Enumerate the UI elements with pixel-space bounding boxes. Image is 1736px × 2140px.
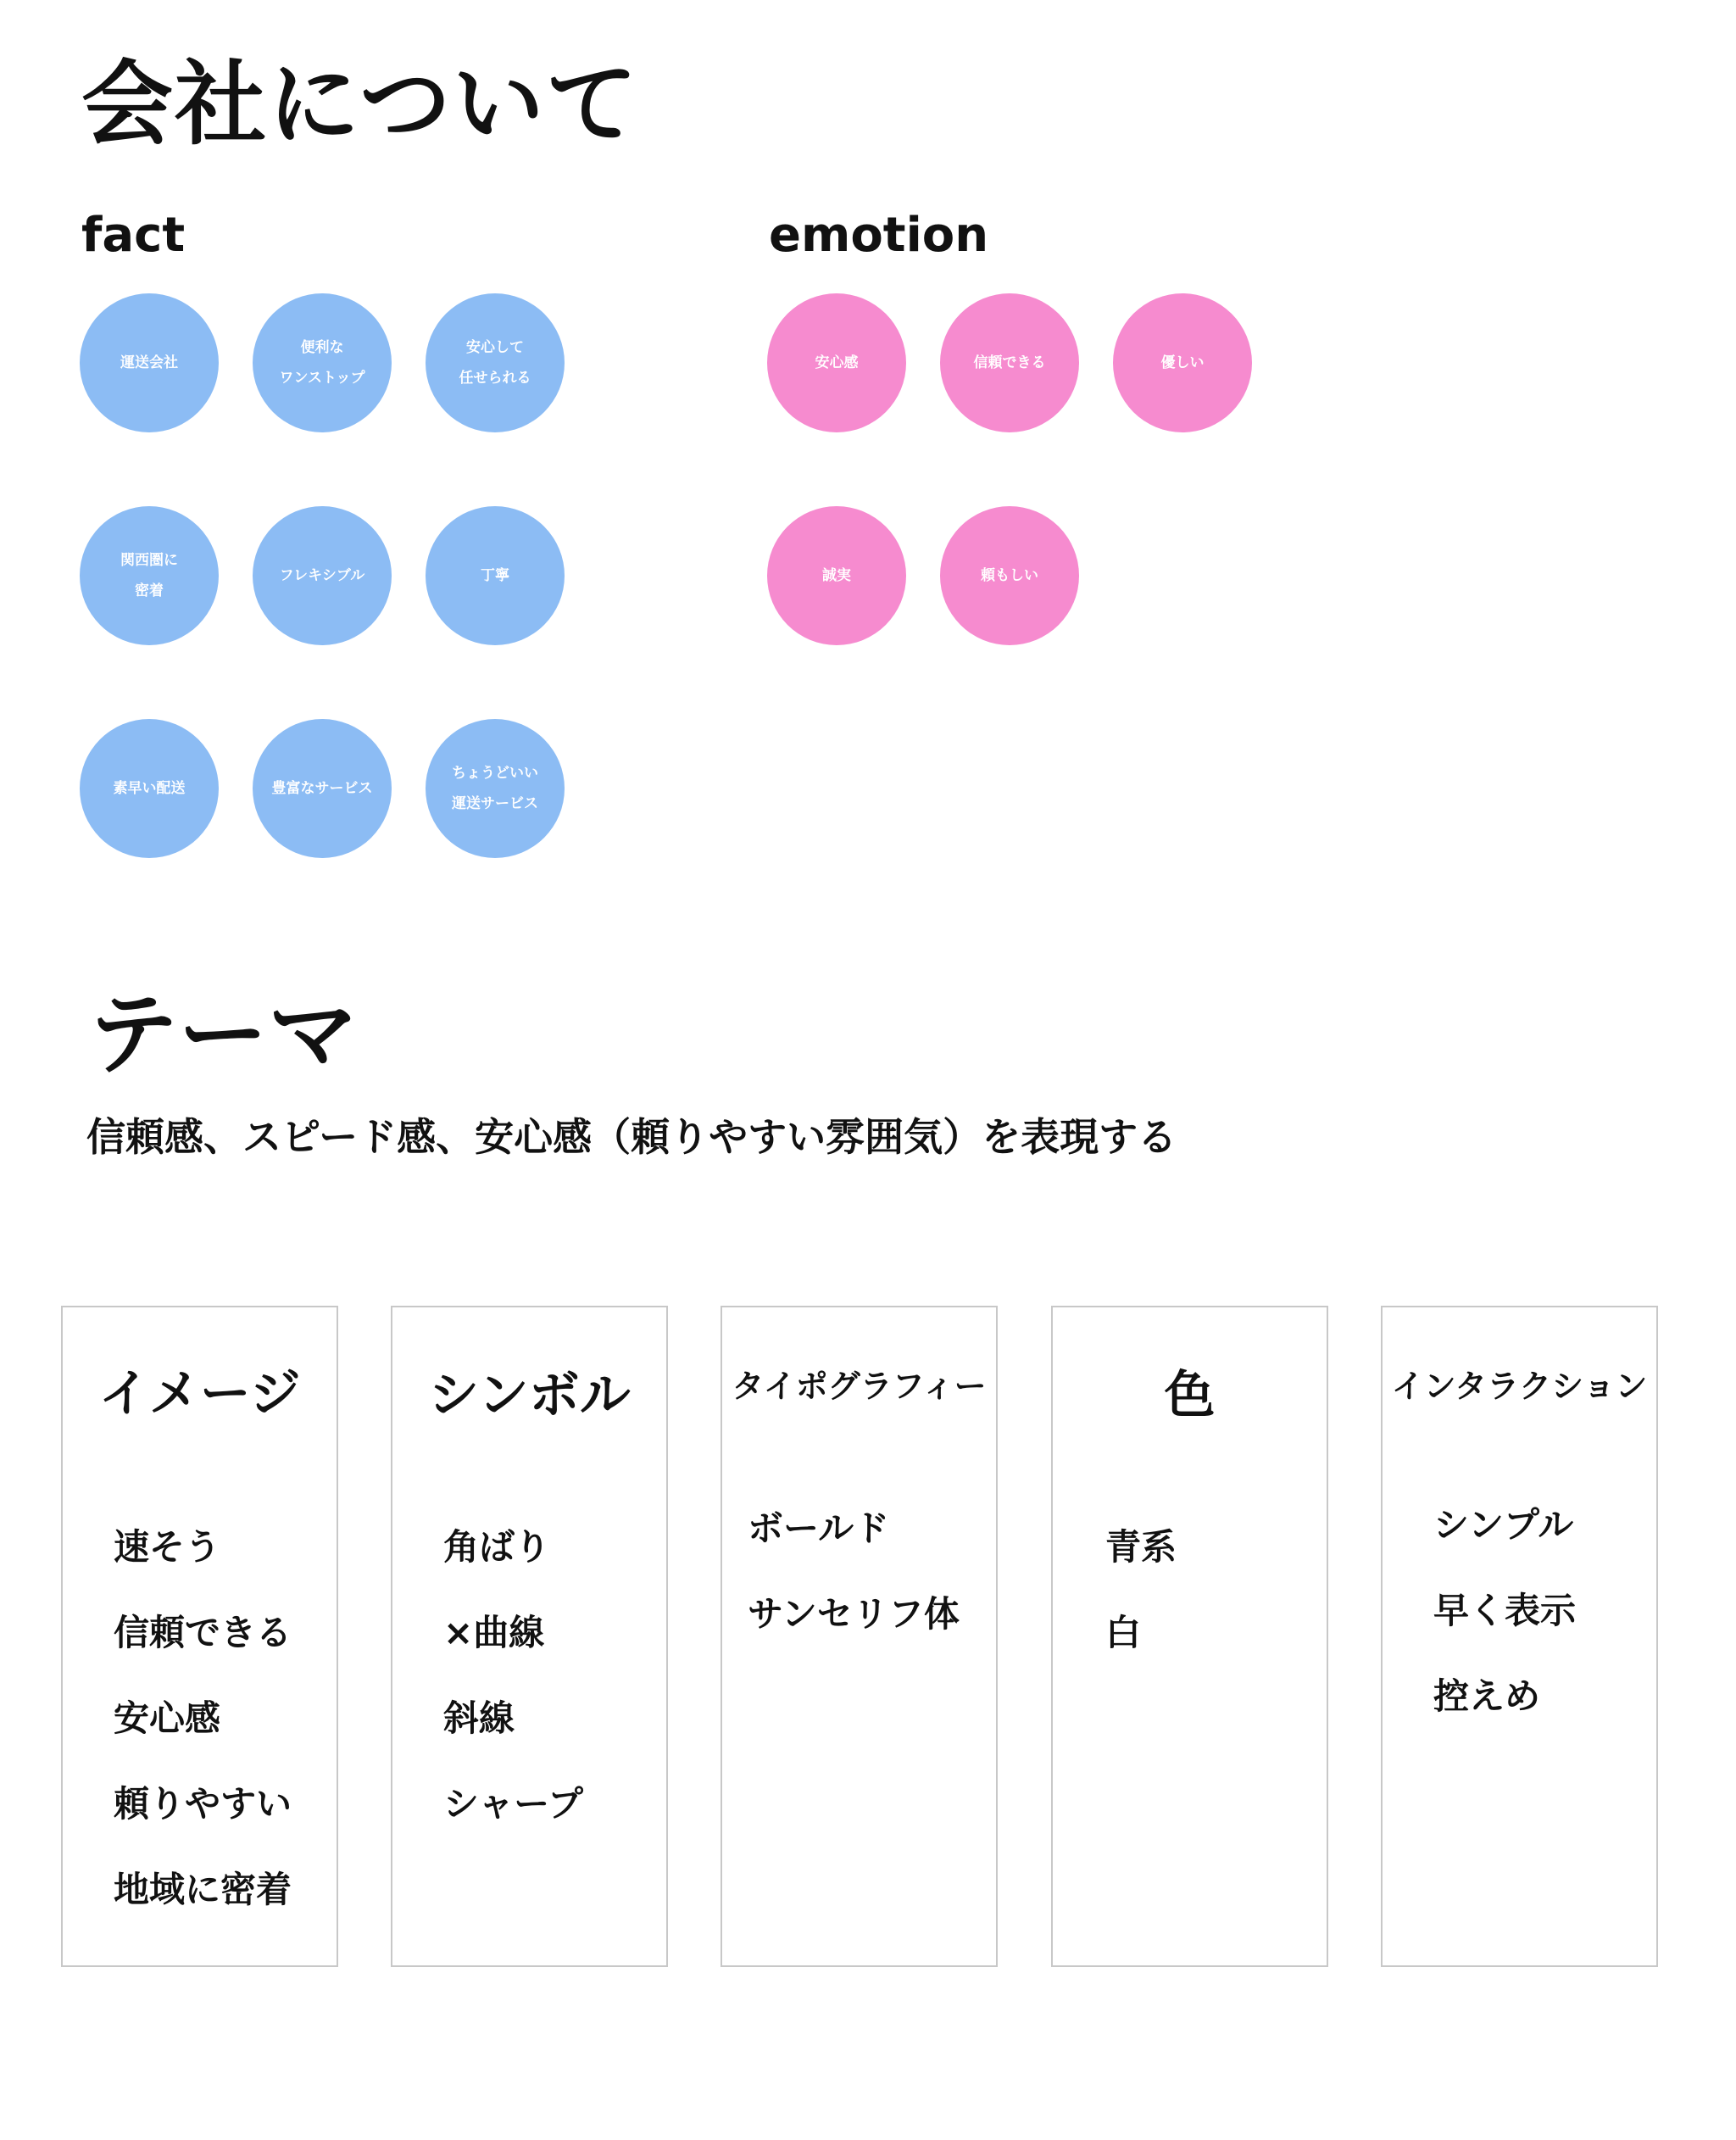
fact-bubble-one-stop: 便利な ワンストップ (253, 293, 392, 432)
card-item: 頼りやすい (114, 1783, 292, 1825)
fact-bubble-flexible: フレキシブル (253, 506, 392, 645)
card-title: シンボル (428, 1366, 631, 1425)
card-item: サンセリフ体 (748, 1593, 960, 1635)
card-typography (721, 1306, 998, 1967)
fact-heading: fact (81, 208, 186, 263)
card-item: 信頼できる (114, 1612, 292, 1653)
card-item: 白 (1105, 1612, 1142, 1653)
emotion-bubble-peace-of-mind: 安心感 (767, 293, 906, 432)
card-symbol (391, 1306, 668, 1967)
fact-bubble-polite: 丁寧 (426, 506, 565, 645)
emotion-bubble-trustworthy: 信頼できる (940, 293, 1079, 432)
card-item: シンプル (1433, 1504, 1574, 1546)
emotion-bubble-dependable: 頼もしい (940, 506, 1079, 645)
card-image (61, 1306, 338, 1967)
card-item: 角ばり (443, 1526, 551, 1568)
card-title: インタラクション (1391, 1368, 1648, 1405)
theme-description: 信頼感、スピード感、安心感（頼りやすい雰囲気）を表現する (86, 1114, 1177, 1160)
card-item: 速そう (114, 1526, 221, 1568)
fact-bubble-kansai: 関西圏に 密着 (80, 506, 219, 645)
card-interaction (1381, 1306, 1658, 1967)
card-item: ×曲線 (443, 1612, 545, 1653)
card-item: ボールド (748, 1507, 890, 1549)
card-title: イメージ (98, 1364, 301, 1424)
theme-title: テーマ (88, 983, 358, 1087)
fact-bubble-reliable: 安心して 任せられる (426, 293, 565, 432)
card-color (1051, 1306, 1328, 1967)
fact-bubble-just-right: ちょうどいい 運送サービス (426, 719, 565, 858)
card-item: 控えめ (1433, 1675, 1541, 1717)
card-item: 地域に密着 (114, 1869, 292, 1910)
page-title: 会社について (81, 52, 639, 158)
card-item: シャープ (443, 1783, 584, 1825)
card-title: タイポグラフィー (732, 1368, 987, 1405)
card-item: 斜線 (443, 1697, 515, 1739)
emotion-heading: emotion (769, 208, 989, 263)
card-item: 安心感 (114, 1697, 221, 1739)
fact-bubble-fast-delivery: 素早い配送 (80, 719, 219, 858)
fact-bubble-transport-company: 運送会社 (80, 293, 219, 432)
emotion-bubble-kind: 優しい (1113, 293, 1252, 432)
emotion-bubble-sincere: 誠実 (767, 506, 906, 645)
card-title: 色 (1164, 1366, 1216, 1425)
card-item: 青系 (1105, 1526, 1177, 1568)
card-item: 早く表示 (1433, 1590, 1577, 1631)
fact-bubble-rich-services: 豊富なサービス (253, 719, 392, 858)
